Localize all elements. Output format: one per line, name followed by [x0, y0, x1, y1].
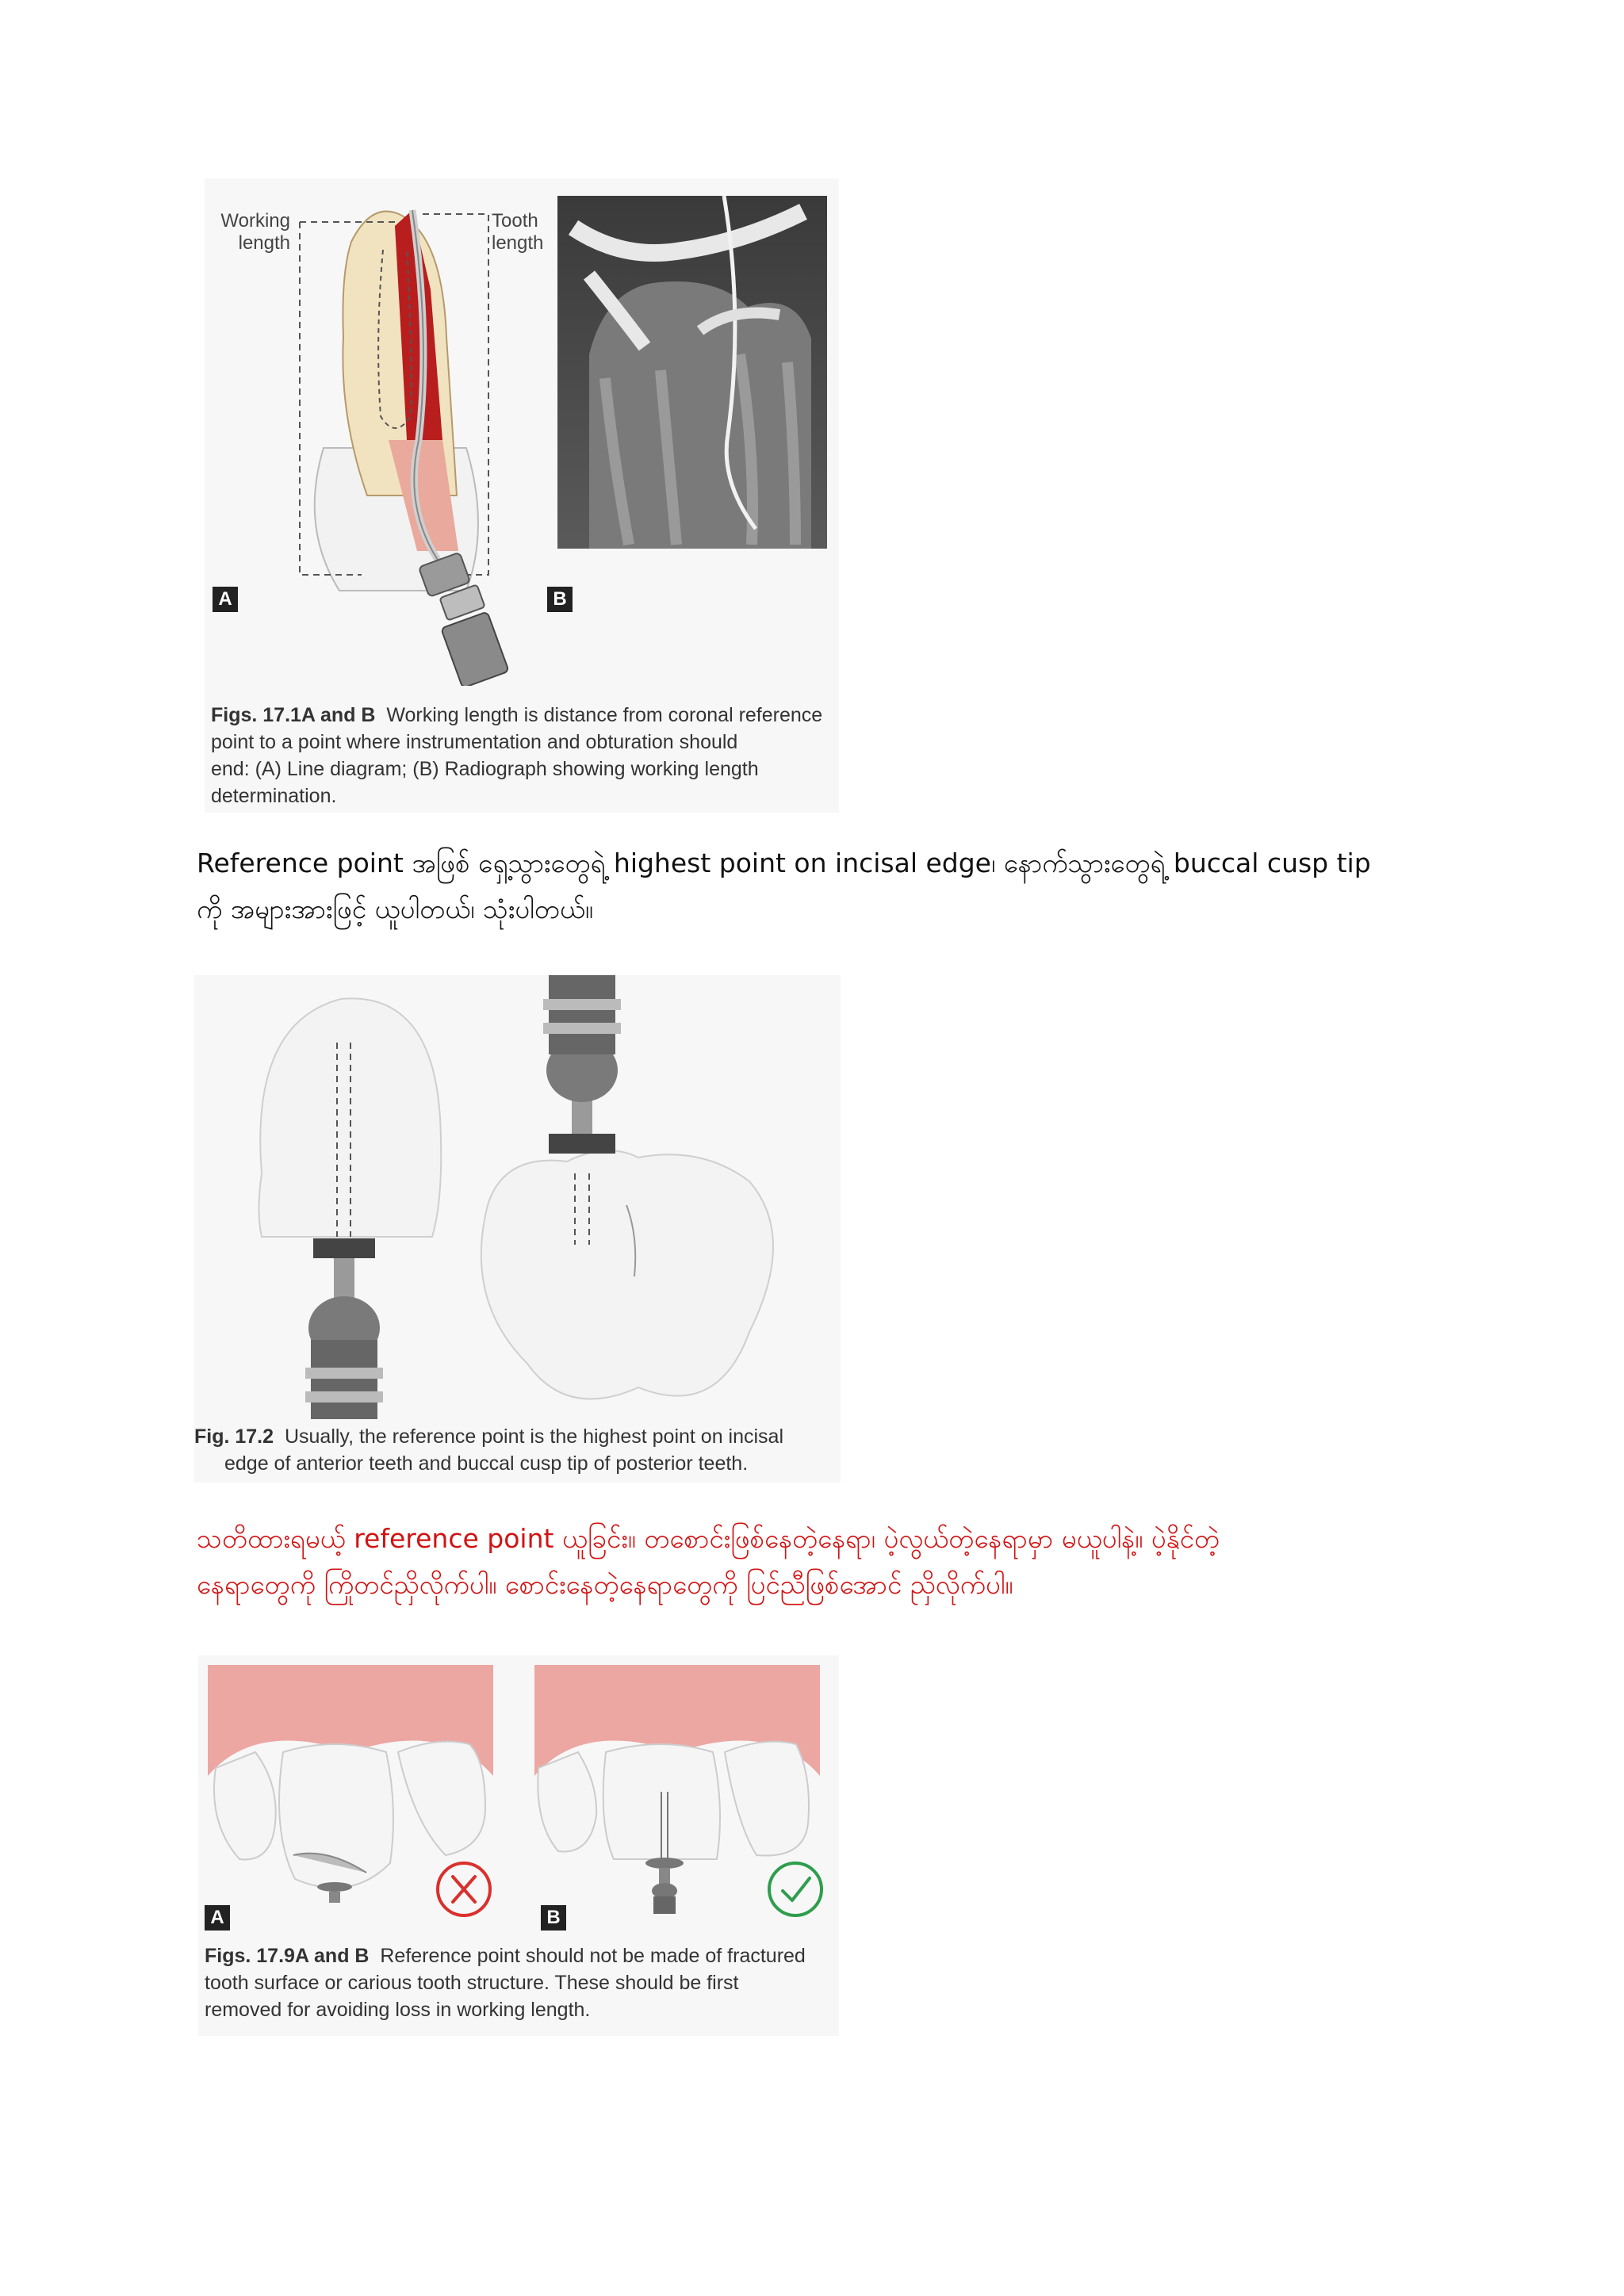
caption-line: removed for avoiding loss in working length.: [205, 1999, 591, 2021]
caption-line: Working length is distance from coronal reference: [386, 704, 823, 726]
caption-line: Usually, the reference point is the highest point on incisal: [284, 1425, 784, 1448]
circled-check-icon: [764, 1858, 827, 1921]
caption-label: Fig. 17.2: [194, 1425, 274, 1448]
radiograph-image: [557, 196, 827, 549]
figure-17-1-caption: [211, 702, 837, 809]
paragraph-line: Reference point အဖြစ် ရှေ့သွားတွေရဲ့ highest point on incisal edge၊ နောက်သွားတွေရဲ့ buccal cusp tip: [197, 848, 1371, 878]
figure-17-1: [205, 178, 839, 813]
paragraph-line: နေရာတွေကို ကြိုတင်ညှိလိုက်ပါ။ စောင်းနေတဲ့နေရာတွေကို ပြင်ညီဖြစ်အောင် ညှိလိုက်ပါ။: [197, 1569, 1013, 1600]
panel-b-tag: B: [547, 587, 573, 612]
caption-line: edge of anterior teeth and buccal cusp tip of posterior teeth.: [224, 1452, 749, 1475]
caption-label: Figs. 17.9A and B: [205, 1945, 370, 1967]
circled-x-icon: [432, 1858, 496, 1921]
figure-17-9-caption: [205, 1942, 835, 2023]
working-length-diagram: [205, 178, 553, 686]
paragraph-line: ကို အများအားဖြင့် ယူပါတယ်၊ သုံးပါတယ်။: [197, 894, 593, 924]
figure-17-9: [198, 1655, 839, 2036]
caption-line: Reference point should not be made of fractured: [380, 1945, 806, 1967]
figure-17-2: [194, 975, 841, 1483]
caption-label: Figs. 17.1A and B: [211, 704, 376, 726]
panel-a-tag: A: [205, 1905, 230, 1931]
paragraph-reference-point: [197, 840, 1481, 932]
panel-b-tag: B: [541, 1905, 566, 1931]
working-length-label: Working length: [220, 210, 290, 254]
tooth-length-label: Tooth length: [492, 210, 544, 254]
paragraph-warning: [197, 1516, 1481, 1608]
panel-a-tag: A: [213, 587, 238, 612]
caption-line: tooth surface or carious tooth structure. These should be first: [205, 1972, 739, 1994]
caption-line: determination.: [211, 785, 337, 807]
reference-point-diagram: [194, 975, 841, 1419]
paragraph-line: သတိထားရမယ့် reference point ယူခြင်း။ တစောင်းဖြစ်နေတဲ့နေရာ၊ ပဲ့လွယ်တဲ့နေရာမှာ မယူပါနဲ့။ ပဲ့နိုင်တဲ့: [197, 1523, 1220, 1554]
caption-line: end: (A) Line diagram; (B) Radiograph showing working length: [211, 758, 759, 780]
caption-line: point to a point where instrumentation and obturation should: [211, 731, 738, 753]
figure-17-2-caption: [194, 1423, 837, 1477]
